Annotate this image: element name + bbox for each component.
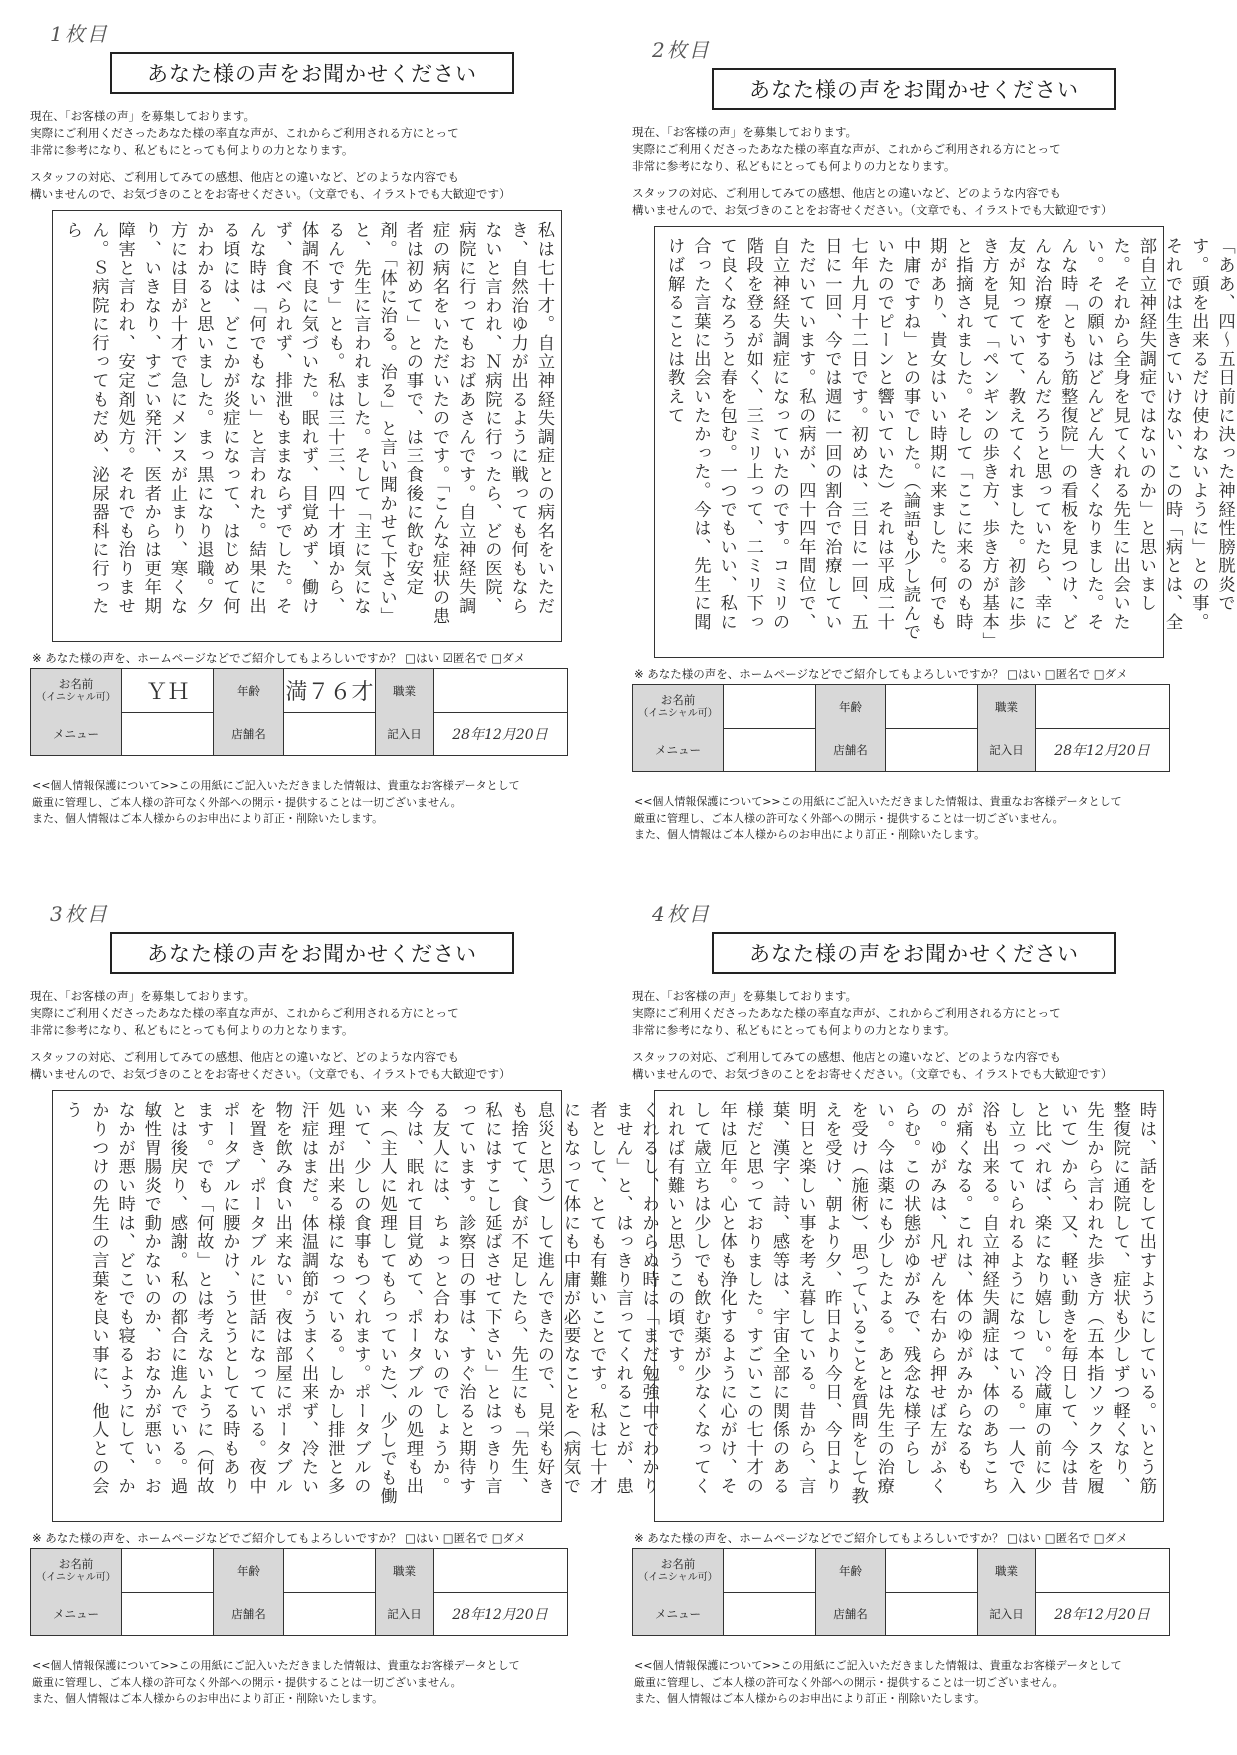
privacy-line: また、個人情報はご本人様からのお申出により訂正・削除いたします。	[634, 828, 986, 841]
shop-value	[283, 712, 375, 755]
name-label: お名前 （イニシャル可）	[633, 1549, 723, 1592]
intro-line: 現在、「お客様の声」を募集しております。	[30, 989, 256, 1003]
handwritten-comment: 時は、話をして出すようにしている。いとう筋整復院に通院して、症状も少しずつ軽くなり、先生から言われた歩き方（五本指ソックスを履いて）から、又、軽い動きを毎日して、今は昔と比べれば、楽になり嬉しい。冷蔵庫の前に少し立っていられるようになっている。一人で入浴も出来る。自立神経失調症は、体のあちこちが痛くなる。これは、体のゆがみからなるもの。ゆがみは、凡ぜんを右から押せば左がふくらむ。この状態がゆがみで、残念な様子らしい。今は薬にも少したよる。あとは先生の治療を受け（施術）、思っていることを質問をして教えを受け、朝より夕、昨日より今日、今日より明日と楽しい事を考え暮している。昔から、言葉、漢字、詩、感等は、宇宙全部に関係のある様だと思っておりました。すごいこの七十才の年は厄年。心と体も浄化するように心がけ、そして歳立ちは少しでも飲む薬が少なくなってくれれば有難いと思うこの頃です。	[664, 1101, 1156, 1506]
intro-line: 実際にご利用くださったあなた様の率直な声が、これからご利用される方にとって	[30, 1006, 459, 1020]
consent-line: ※ あなた様の声を、ホームページなどでご紹介してもよろしいですか？ □はい ☑匿名で □ダメ	[32, 651, 526, 665]
date-value: 28年12月20日	[1035, 728, 1168, 771]
handwritten-comment: くれるし、わからぬ時は「まだ勉強中でわかりません」と、はっきり言ってくれることが、患者として、とても有難いことです。私は七十才にもなって体にも中庸が必要なことを（病気で息災と思う）して進んできたので、見栄も好きも捨てて、食が不足したら、先生にも「先生、私にはすこし延ばさせて下さい」とはっきり言っています。診察日の事は、すぐ治ると期待する友人には、ちょっと合わないのでしょうか。今は、眠れて目覚めて、ポータブルの処理も出来（主人に処理してもらっていた）、少しでも働いて、少しの食事もつくれます。ポータブルの処理が出来る様になっている。しかし排泄と多汗症はまだ。体温調節がうまく出来ず、冷たい物を飲み食い出来ない。夜は部屋にポータブルを置き、ポータブルに世話になっている。夜中ポータブルに腰かけ、うとうとしてる時もあります。でも「何故」とは考えないように（何故とは後戻り、感謝。私の都合に進んでいる。過敏性胃腸炎で動かないのか、おなかが悪い。おなかが悪い時は、どこでも寝るようにして、かかりつけの先生の言葉を良い事に、他人との会う	[62, 1101, 659, 1506]
job-label: 職業	[375, 1549, 433, 1592]
form-sheet-3	[10, 880, 659, 1720]
privacy-notice	[32, 1658, 572, 1708]
name-value	[723, 1549, 815, 1592]
intro-line: 構いませんので、お気づきのことをお寄せください。（文章でも、イラストでも大歓迎です）	[632, 1067, 1113, 1081]
intro-line: スタッフの対応、ご利用してみての感想、他店との違いなど、どのような内容でも	[30, 170, 459, 184]
job-label: 職業	[977, 685, 1035, 728]
consent-line: ※ あなた様の声を、ホームページなどでご紹介してもよろしいですか？ □はい □匿名で □ダメ	[634, 667, 1128, 681]
info-form	[30, 668, 568, 756]
privacy-notice	[634, 1658, 1174, 1708]
shop-value	[283, 1592, 375, 1635]
menu-label: メニュー	[31, 712, 121, 755]
menu-label: メニュー	[633, 1592, 723, 1635]
privacy-line: <<個人情報保護について>>この用紙にご記入いただきました情報は、貴重なお客様データとして	[32, 779, 520, 792]
consent-line: ※ あなた様の声を、ホームページなどでご紹介してもよろしいですか？ □はい □匿名で □ダメ	[32, 1531, 526, 1545]
date-label: 記入日	[375, 712, 433, 755]
job-value	[433, 669, 566, 712]
privacy-notice	[634, 794, 1174, 844]
intro-line: 実際にご利用くださったあなた様の率直な声が、これからご利用される方にとって	[632, 1006, 1061, 1020]
date-value: 28年12月20日	[433, 1592, 566, 1635]
menu-value	[121, 712, 213, 755]
age-label: 年齢	[815, 1549, 885, 1592]
privacy-line: 厳重に管理し、ご本人様の許可なく外部への開示・提供することは一切ございません。	[634, 811, 1064, 825]
date-label: 記入日	[977, 1592, 1035, 1635]
age-label: 年齢	[213, 669, 283, 712]
form-title: あなた様の声をお聞かせください	[110, 52, 514, 94]
name-value	[121, 1549, 213, 1592]
age-value	[885, 1549, 977, 1592]
intro-line: 構いませんので、お気づきのことをお寄せください。（文章でも、イラストでも大歓迎です）	[30, 187, 511, 201]
date-value: 28年12月20日	[1035, 1592, 1168, 1635]
form-title: あなた様の声をお聞かせください	[712, 932, 1116, 974]
handwritten-comment: 「ああ、四〜五日前に決った神経性膀胱炎です。頭を出来るだけ使わないように」との事。それでは生きていけない、この時「病とは、全部自立神経失調症ではないのか」と思いました。それから全身を見てくれる先生に出会いたい。その願いはどんどん大きくなりました。そんな時「ともう筋整復院」の看板を見つけ、どんな治療をするんだろうと思っていたら、幸に友が知っていて、教えてくれました。初診に歩き方を見て「ペンギンの歩き方、歩き方が基本」と指摘されました。そして「ここに来るのも時期があり、貴女はいい時期に来ました。何でも中庸ですね」との事でした。（論語も少し読んでいたのでピーンと響いていた）それは平成二十七年九月十二日です。初めは、三日に一回、五日に一回、今では週に一回の割合で治療していただいています。私の病が、四十四年間位で、自立神経失調症になっていたのです。コミリの階段を登るが如く、三ミリ上って、二ミリ下って良くなろうと春を包む。一つでもいい、私に合った言葉に出会いたかった。今は、先生に聞けば解ることは教えて	[664, 237, 1235, 642]
shop-value	[885, 1592, 977, 1635]
privacy-line: また、個人情報はご本人様からのお申出により訂正・削除いたします。	[32, 1692, 384, 1705]
menu-label: メニュー	[31, 1592, 121, 1635]
info-form	[632, 684, 1170, 772]
intro-line: スタッフの対応、ご利用してみての感想、他店との違いなど、どのような内容でも	[632, 1050, 1061, 1064]
info-form	[30, 1548, 568, 1636]
menu-value	[723, 1592, 815, 1635]
handwriting-box	[52, 210, 562, 642]
intro-text	[30, 988, 570, 1083]
shop-label: 店舗名	[213, 1592, 283, 1635]
age-value	[283, 1549, 375, 1592]
privacy-line: <<個人情報保護について>>この用紙にご記入いただきました情報は、貴重なお客様データとして	[634, 795, 1122, 808]
age-label: 年齢	[213, 1549, 283, 1592]
sheet-label: 4枚目	[652, 902, 711, 926]
name-value	[723, 685, 815, 728]
intro-text	[632, 988, 1172, 1083]
form-sheet-2	[612, 16, 1235, 856]
privacy-line: 厳重に管理し、ご本人様の許可なく外部への開示・提供することは一切ございません。	[32, 795, 462, 809]
intro-line: 実際にご利用くださったあなた様の率直な声が、これからご利用される方にとって	[30, 126, 459, 140]
shop-label: 店舗名	[815, 728, 885, 771]
shop-label: 店舗名	[815, 1592, 885, 1635]
form-sheet-1	[10, 0, 570, 840]
name-label: お名前 （イニシャル可）	[31, 669, 121, 712]
name-value: ＹＨ	[121, 669, 213, 712]
handwriting-box	[654, 226, 1235, 658]
intro-line: スタッフの対応、ご利用してみての感想、他店との違いなど、どのような内容でも	[632, 186, 1061, 200]
name-label: お名前 （イニシャル可）	[31, 1549, 121, 1592]
privacy-line: <<個人情報保護について>>この用紙にご記入いただきました情報は、貴重なお客様データとして	[32, 1659, 520, 1672]
intro-line: 非常に参考になり、私どもにとっても何よりの力となります。	[632, 159, 956, 173]
privacy-line: また、個人情報はご本人様からのお申出により訂正・削除いたします。	[32, 812, 384, 825]
info-form	[632, 1548, 1170, 1636]
intro-text	[632, 124, 1172, 219]
menu-label: メニュー	[633, 728, 723, 771]
intro-line: 現在、「お客様の声」を募集しております。	[632, 989, 858, 1003]
privacy-line: また、個人情報はご本人様からのお申出により訂正・削除いたします。	[634, 1692, 986, 1705]
job-value	[1035, 685, 1168, 728]
menu-value	[723, 728, 815, 771]
menu-value	[121, 1592, 213, 1635]
intro-line: 非常に参考になり、私どもにとっても何よりの力となります。	[30, 1023, 354, 1037]
intro-line: 構いませんので、お気づきのことをお寄せください。（文章でも、イラストでも大歓迎です）	[632, 203, 1113, 217]
age-value: 満７６才	[283, 669, 375, 712]
name-label: お名前 （イニシャル可）	[633, 685, 723, 728]
age-label: 年齢	[815, 685, 885, 728]
job-label: 職業	[977, 1549, 1035, 1592]
date-label: 記入日	[375, 1592, 433, 1635]
intro-text	[30, 108, 570, 203]
intro-line: 現在、「お客様の声」を募集しております。	[632, 125, 858, 139]
job-value	[433, 1549, 566, 1592]
intro-line: 構いませんので、お気づきのことをお寄せください。（文章でも、イラストでも大歓迎です）	[30, 1067, 511, 1081]
form-sheet-4	[612, 880, 1172, 1720]
shop-label: 店舗名	[213, 712, 283, 755]
intro-line: スタッフの対応、ご利用してみての感想、他店との違いなど、どのような内容でも	[30, 1050, 459, 1064]
sheet-label: 1枚目	[50, 22, 109, 46]
shop-value	[885, 728, 977, 771]
privacy-line: 厳重に管理し、ご本人様の許可なく外部への開示・提供することは一切ございません。	[634, 1675, 1064, 1689]
handwritten-comment: 私は七十才。自立神経失調症との病名をいただき、自然治ゆ力が出るように戦っても何もならないと言われ、Ｎ病院に行ったら、どの医院、病院に行ってもおばあさんです。自立神経失調症の病名をいただいたのです。「こんな症状の患者は初めて」との事で、は三食後に飲む安定剤。「体に治る。治る」と言い聞かせて下さい」と、先生に言われました。そして「主に気になるんです」とも。私は三十三、四十才頃から、体調不良に気づいた。眠れず、目覚めず、働けず、食べられず、排泄もままならずでした。そんな時は「何でもない」と言われた。結果に出る頃には、どこかが炎症になって、はじめて何かわかると思いました。まっ黒になり退職。夕方には目が十才で急にメンスが止まり、寒くなり、いきなり、すごい発汗、医者からは更年期障害と言われ、安定剤処方。それでも治りません。Ｓ病院に行ってもだめ、泌尿器科に行ったら	[62, 221, 554, 626]
handwriting-box	[52, 1090, 659, 1522]
date-value: 28年12月20日	[433, 712, 566, 755]
job-label: 職業	[375, 669, 433, 712]
age-value	[885, 685, 977, 728]
consent-line: ※ あなた様の声を、ホームページなどでご紹介してもよろしいですか？ □はい □匿名で □ダメ	[634, 1531, 1128, 1545]
intro-line: 実際にご利用くださったあなた様の率直な声が、これからご利用される方にとって	[632, 142, 1061, 156]
form-title: あなた様の声をお聞かせください	[712, 68, 1116, 110]
sheet-label: 3枚目	[50, 902, 109, 926]
intro-line: 現在、「お客様の声」を募集しております。	[30, 109, 256, 123]
date-label: 記入日	[977, 728, 1035, 771]
job-value	[1035, 1549, 1168, 1592]
privacy-notice	[32, 778, 572, 828]
handwriting-box	[654, 1090, 1164, 1522]
form-title: あなた様の声をお聞かせください	[110, 932, 514, 974]
privacy-line: 厳重に管理し、ご本人様の許可なく外部への開示・提供することは一切ございません。	[32, 1675, 462, 1689]
intro-line: 非常に参考になり、私どもにとっても何よりの力となります。	[30, 143, 354, 157]
intro-line: 非常に参考になり、私どもにとっても何よりの力となります。	[632, 1023, 956, 1037]
sheet-label: 2枚目	[652, 38, 711, 62]
privacy-line: <<個人情報保護について>>この用紙にご記入いただきました情報は、貴重なお客様データとして	[634, 1659, 1122, 1672]
